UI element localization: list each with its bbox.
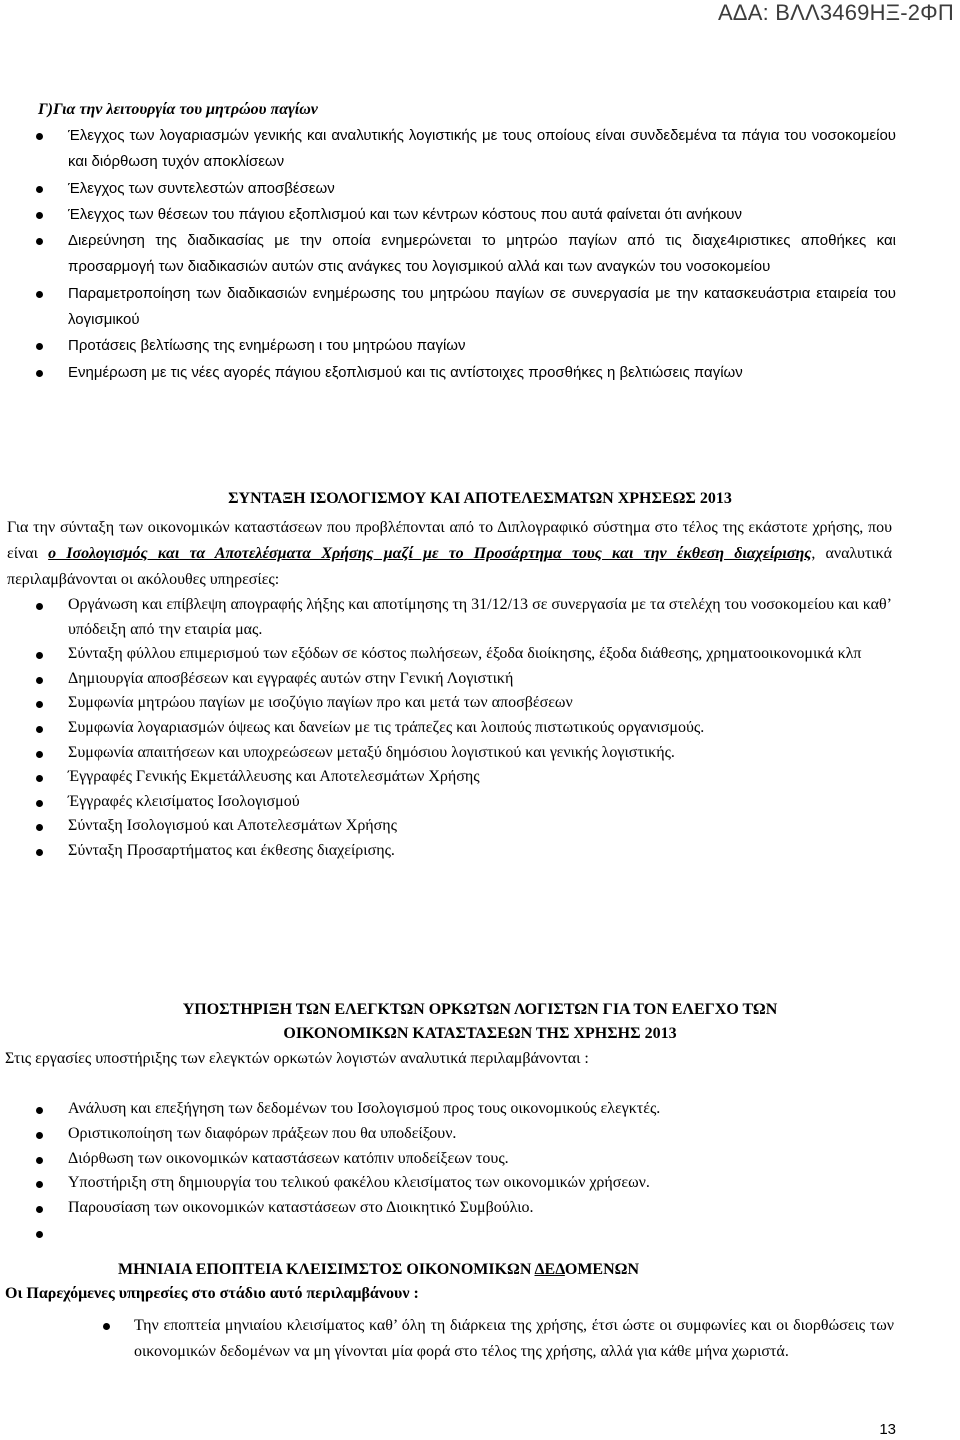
- list-item: Οργάνωση και επίβλεψη απογραφής λήξης και αποτίμησης τη 31/12/13 σε συνεργασία με τα στελέχη του νοσοκομείου και καθ’ υπόδειξη από την εταιρία μας.: [0, 593, 960, 642]
- list-item: Συμφωνία απαιτήσεων και υποχρεώσεων μεταξύ δημόσιου λογιστικού και γενικής λογιστικής.: [0, 741, 960, 766]
- bullet-icon: [36, 751, 43, 758]
- bullet-icon: [36, 186, 43, 193]
- balance-sheet-task-list: [0, 593, 960, 864]
- bullet-icon: [36, 1206, 43, 1213]
- list-item: Διερεύνηση της διαδικασίας με την οποία ενημερώνεται το μητρώο παγίων από τις διαχε4ιριστικες αποθήκες και προσαρμογή των διαδικασιών αυτών στις ανάγκες του λογισμικού αλλά και των αναγκών του νοσοκομείου: [0, 228, 960, 281]
- emphasis-text: ο Ισολογισμός και τα Αποτελέσματα Χρήσης μαζί με το Προσάρτημα τους και την έκθεση διαχείρισης: [48, 545, 812, 562]
- bullet-icon: [36, 1157, 43, 1164]
- list-item: Οριστικοποίηση των διαφόρων πράξεων που θα υποδείξουν.: [0, 1122, 960, 1147]
- services-label: Οι Παρεχόμενες υπηρεσίες στο στάδιο αυτό περιλαμβάνουν :: [5, 1285, 419, 1302]
- ada-code: ΑΔΑ: ΒΛΛ3469ΗΞ-2ΦΠ: [717, 0, 954, 25]
- list-item: Σύνταξη Προσαρτήματος και έκθεσης διαχείρισης.: [0, 839, 960, 864]
- list-item: Συμφωνία λογαριασμών όψεως και δανείων με τις τράπεζες και λοιπούς πιστωτικούς οργανισμούς.: [0, 716, 960, 741]
- list-item: Έγγραφές Γενικής Εκμετάλλευσης και Αποτελεσμάτων Χρήσης: [0, 765, 960, 790]
- section-title: ΥΠΟΣΤΗΡΙΞΗ ΤΩΝ ΕΛΕΓΚΤΩΝ ΟΡΚΩΤΩΝ ΛΟΓΙΣΤΩΝ ΓΙΑ ΤΟΝ ΕΛΕΓΧΟ ΤΩΝ: [182, 1001, 778, 1018]
- list-item: Την εποπτεία μηνιαίου κλεισίματος καθ’ όλη τη διάρκεια της χρήσης, έτσι ώστε οι συμφωνίες και οι διορθώσεις των οικονομικών δεδομένων να μη γίνονται μία φορά στο τέλος της χρήσης, αλλά για κάθε μήνα χωριστά.: [0, 1313, 960, 1365]
- bullet-icon: [36, 1132, 43, 1139]
- section-monthly-supervision: [0, 1258, 960, 1365]
- bullet-icon: [36, 775, 43, 782]
- list-item: Παρουσίαση των οικονομικών καταστάσεων στο Διοικητικό Συμβούλιο.: [0, 1196, 960, 1221]
- bullet-icon: [36, 701, 43, 708]
- fixed-assets-task-list: [0, 123, 960, 386]
- bullet-icon: [36, 726, 43, 733]
- section-auditor-support: [0, 998, 960, 1246]
- list-item: [0, 1221, 960, 1246]
- section-title-line2: ΟΙΚΟΝΟΜΙΚΩΝ ΚΑΤΑΣΤΑΣΕΩΝ ΤΗΣ ΧΡΗΣΗΣ 2013: [283, 1025, 677, 1042]
- list-item: Διόρθωση των οικονομικών καταστάσεων κατόπιν υποδείξεων τους.: [0, 1147, 960, 1172]
- list-item: Ενημέρωση με τις νέες αγορές πάγιου εξοπλισμού και τις αντίστοιχες προσθήκες η βελτιώσεις παγίων: [0, 360, 960, 386]
- bullet-icon: [36, 370, 43, 377]
- bullet-icon: [36, 849, 43, 856]
- bullet-icon: [36, 677, 43, 684]
- list-item: Υποστήριξη στη δημιουργία του τελικού φακέλου κλεισίματος των οικονομικών χρήσεων.: [0, 1171, 960, 1196]
- section-heading: Γ)Για την λειτουργία του μητρώου παγίων: [38, 101, 318, 118]
- section-title: ΜΗΝΙΑΙΑ ΕΠΟΠΤΕΙΑ ΚΛΕΙΣΙΜΣΤΟΣ ΟΙΚΟΝΟΜΙΚΩΝ ΔΕΔΟΜΕΝΩΝ: [118, 1261, 640, 1278]
- list-item: Δημιουργία αποσβέσεων και εγγραφές αυτών στην Γενική Λογιστική: [0, 667, 960, 692]
- section-fixed-assets-register: [0, 97, 960, 386]
- bullet-icon: [36, 1181, 43, 1188]
- list-item: Σύνταξη Ισολογισμού και Αποτελεσμάτων Χρήσης: [0, 814, 960, 839]
- auditor-support-task-list: [0, 1097, 960, 1246]
- list-item: Προτάσεις βελτίωσης της ενημέρωση ι του μητρώου παγίων: [0, 333, 960, 359]
- list-item: Ανάλυση και επεξήγηση των δεδομένων του Ισολογισμού προς τους οικονομικούς ελεγκτές.: [0, 1097, 960, 1122]
- list-item: Έλεγχος των συντελεστών αποσβέσεων: [0, 176, 960, 202]
- list-item: Έγγραφές κλεισίματος Ισολογισμού: [0, 790, 960, 815]
- section-intro: Για την σύνταξη των οικονομικών καταστάσεων που προβλέπονται από το Διπλογραφικό σύστημα στο τέλος της εκάστοτε χρήσης, που είναι ο Ισολογισμός και τα Αποτελέσματα Χρήσης μαζί με το Προσάρτημα τους και την έκθεση διαχείρισης, αναλυτικά περιλαμβάνονται οι ακόλουθες υπηρεσίες:: [7, 519, 892, 588]
- bullet-icon: [36, 343, 43, 350]
- bullet-icon: [36, 1107, 43, 1114]
- section-balance-sheet: [0, 487, 960, 864]
- bullet-icon: [36, 133, 43, 140]
- list-item: Έλεγχος των λογαριασμών γενικής και αναλυτικής λογιστικής με τους οποίους είναι συνδεδεμένα τα πάγια του νοσοκομείου και διόρθωση τυχόν αποκλίσεων: [0, 123, 960, 176]
- bullet-icon: [36, 603, 43, 610]
- bullet-icon: [36, 238, 43, 245]
- monthly-services-list: [0, 1313, 960, 1365]
- list-item: Παραμετροποίηση των διαδικασιών ενημέρωσης του μητρώου παγίων σε συνεργασία με την κατασκευάστρια εταιρεία του λογισμικού: [0, 281, 960, 334]
- bullet-icon: [103, 1323, 110, 1330]
- bullet-icon: [36, 291, 43, 298]
- bullet-icon: [36, 1231, 43, 1238]
- bullet-icon: [36, 800, 43, 807]
- bullet-icon: [36, 212, 43, 219]
- bullet-icon: [36, 652, 43, 659]
- list-item: Σύνταξη φύλλου επιμερισμού των εξόδων σε κόστος πωλήσεων, έξοδα διοίκησης, έξοδα διάθεσης, χρηματοοικονομικά κλπ: [0, 642, 960, 667]
- section-intro: Στις εργασίες υποστήριξης των ελεγκτών ορκωτών λογιστών αναλυτικά περιλαμβάνονται :: [5, 1050, 589, 1067]
- list-item: Έλεγχος των θέσεων του πάγιου εξοπλισμού και των κέντρων κόστους που αυτά φαίνεται ότι ανήκουν: [0, 202, 960, 228]
- section-title: ΣΥΝΤΑΞΗ ΙΣΟΛΟΓΙΣΜΟΥ ΚΑΙ ΑΠΟΤΕΛΕΣΜΑΤΩΝ ΧΡΗΣΕΩΣ 2013: [228, 490, 732, 507]
- bullet-icon: [36, 824, 43, 831]
- page-number: 13: [879, 1421, 896, 1438]
- list-item: Συμφωνία μητρώου παγίων με ισοζύγιο παγίων προ και μετά των αποσβέσεων: [0, 691, 960, 716]
